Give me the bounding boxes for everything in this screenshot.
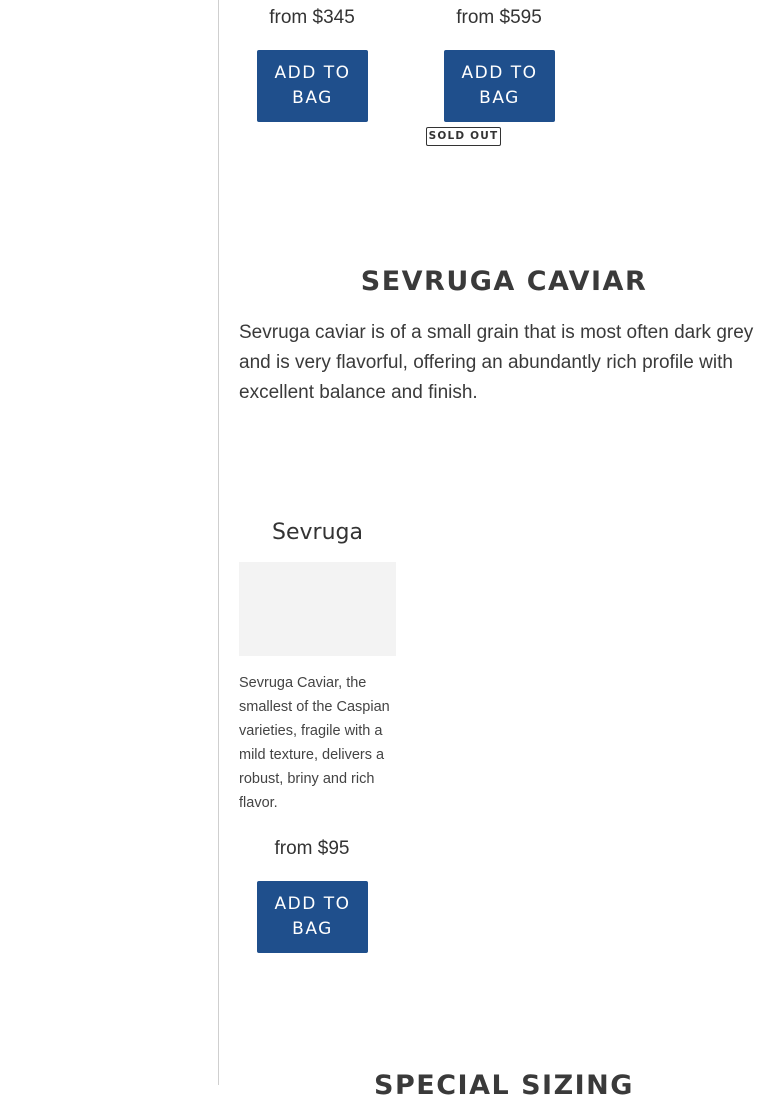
sold-out-badge: SOLD OUT [426, 127, 501, 146]
section-description: Sevruga caviar is of a small grain that is most often dark grey and is very flavorful, offering an abundantly rich profile with excellent balance and finish. [239, 322, 754, 403]
product-description: Sevruga Caviar, the smallest of the Caspian varieties, fragile with a mild texture, delivers a robust, briny and rich flavor. [239, 675, 390, 811]
sidebar [0, 0, 219, 1085]
add-to-bag-button-1[interactable]: ADD TO BAG [257, 50, 368, 122]
product-price-2: from $595 [456, 7, 542, 28]
add-to-bag-button-2[interactable]: ADD TO BAG [444, 50, 555, 122]
section-title: SEVRUGA CAVIAR [360, 266, 648, 297]
product-image[interactable] [239, 562, 396, 656]
add-to-bag-button-3[interactable]: ADD TO BAG [257, 881, 368, 953]
product-price-3: from $95 [274, 838, 350, 859]
next-section-title: SPECIAL SIZING [374, 1070, 634, 1101]
product-name[interactable]: Sevruga [272, 520, 363, 545]
product-price-1: from $345 [269, 7, 355, 28]
